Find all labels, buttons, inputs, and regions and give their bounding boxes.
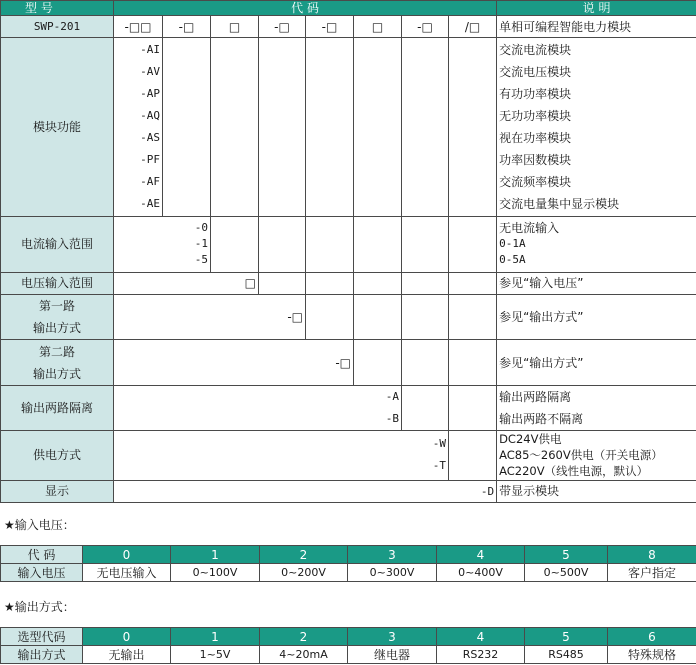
display-code: -D [114, 480, 497, 502]
model-desc: 单相可编程智能电力模块 [497, 16, 696, 38]
function-code: -PF [140, 153, 160, 167]
isolation-label: 输出两路隔离 [1, 385, 114, 430]
isolation-desc: 输出两路不隔离 [499, 411, 584, 426]
output-mode-code: 6 [608, 628, 696, 646]
output-mode-code: 3 [348, 628, 437, 646]
empty-cell [306, 217, 354, 273]
function-row [1, 38, 696, 217]
function-code: -AI [140, 43, 160, 57]
empty-cell [211, 38, 259, 217]
function-desc: 交流电量集中显示模块 [499, 197, 620, 212]
model-code-6: □ [354, 16, 402, 38]
empty-cell [449, 385, 497, 430]
output2-desc: 参见“输出方式” [497, 340, 696, 385]
input-voltage-table [0, 545, 696, 582]
function-code: -AE [140, 197, 160, 211]
empty-cell [354, 217, 402, 273]
voltage-row [1, 272, 696, 294]
empty-cell [449, 431, 497, 480]
display-label: 显示 [1, 480, 114, 502]
model-code-3: □ [211, 16, 259, 38]
output-mode-value: 1~5V [171, 646, 260, 664]
empty-cell [449, 340, 497, 385]
function-desc: 无功功率模块 [499, 109, 572, 124]
output-mode-value: 继电器 [348, 646, 437, 664]
current-code: -0 [194, 221, 208, 235]
empty-cell [163, 38, 211, 217]
output-mode-value: 4~20mA [260, 646, 348, 664]
function-desc: 交流频率模块 [499, 175, 572, 190]
empty-cell [354, 340, 402, 385]
output2-row [1, 340, 696, 385]
header-model [1, 1, 114, 16]
isolation-row [1, 385, 696, 430]
output1-row [1, 294, 696, 339]
model-code-7: -□ [402, 16, 449, 38]
input-voltage-title: ★输入电压： [4, 518, 75, 532]
empty-cell [449, 38, 497, 217]
header-code [114, 1, 497, 16]
output-mode-title: ★输出方式： [4, 600, 75, 614]
header-desc-text: 说 明 [582, 1, 611, 16]
header-model-text: 型 号 [25, 1, 53, 16]
empty-cell [449, 272, 497, 294]
voltage-label: 电压输入范围 [1, 272, 114, 294]
current-desc: 0-1A [499, 237, 526, 251]
output-mode-table [0, 627, 696, 664]
output-mode-value: 特殊规格 [608, 646, 696, 664]
header-code-text: 代 码 [291, 1, 319, 16]
output1-code: -□ [114, 294, 306, 339]
output-mode-code: 5 [525, 628, 608, 646]
input-voltage-value: 0~500V [525, 564, 608, 582]
empty-cell [449, 217, 497, 273]
current-row [1, 217, 696, 273]
power-codes [114, 431, 449, 480]
input-voltage-values [1, 564, 696, 582]
function-code: -AP [140, 87, 160, 101]
model-code-1: -□□ [114, 16, 163, 38]
empty-cell [449, 294, 497, 339]
input-voltage-code: 8 [608, 546, 696, 564]
power-desc: AC85～260V供电（开关电源） [499, 448, 663, 463]
empty-cell [259, 272, 306, 294]
function-codes [114, 38, 163, 217]
power-label: 供电方式 [1, 431, 114, 480]
empty-cell [354, 38, 402, 217]
empty-cell [259, 38, 306, 217]
current-label: 电流输入范围 [1, 217, 114, 273]
output2-code: -□ [114, 340, 354, 385]
model-code-2: -□ [163, 16, 211, 38]
display-row [1, 480, 696, 502]
empty-cell [354, 272, 402, 294]
voltage-desc: 参见“输入电压” [497, 272, 696, 294]
display-desc: 带显示模块 [497, 480, 696, 502]
empty-cell [306, 272, 354, 294]
output-mode-code: 1 [171, 628, 260, 646]
function-code: -AF [140, 175, 160, 189]
input-voltage-value: 0~300V [348, 564, 437, 582]
output-mode-row-label: 输出方式 [1, 646, 83, 664]
input-voltage-code: 2 [260, 546, 348, 564]
input-voltage-head-label: 代 码 [1, 546, 83, 564]
power-descs [497, 431, 696, 480]
model-code-5: -□ [306, 16, 354, 38]
model-label: SWP-201 [1, 16, 114, 38]
header-desc [497, 1, 696, 16]
output-mode-code: 2 [260, 628, 348, 646]
current-code: -1 [194, 237, 208, 251]
input-voltage-row-label: 输入电压 [1, 564, 83, 582]
input-voltage-value: 0~400V [437, 564, 525, 582]
input-voltage-code: 4 [437, 546, 525, 564]
function-code: -AV [140, 65, 160, 79]
input-voltage-value: 客户指定 [608, 564, 696, 582]
input-voltage-code: 0 [83, 546, 171, 564]
input-voltage-code: 1 [171, 546, 260, 564]
function-descs [497, 38, 696, 217]
input-voltage-code: 5 [525, 546, 608, 564]
output-mode-value: RS485 [525, 646, 608, 664]
current-desc: 无电流输入 [499, 221, 560, 236]
output2-label-line1: 第二路 [38, 344, 75, 359]
output-mode-values [1, 646, 696, 664]
output-mode-code: 0 [83, 628, 171, 646]
output-mode-value: RS232 [437, 646, 525, 664]
power-desc: AC220V（线性电源，默认） [499, 464, 649, 479]
current-codes [114, 217, 211, 273]
empty-cell [306, 38, 354, 217]
output1-label [1, 294, 114, 339]
output1-desc: 参见“输出方式” [497, 294, 696, 339]
function-desc: 有功功率模块 [499, 87, 572, 102]
empty-cell [354, 294, 402, 339]
current-code: -5 [194, 253, 208, 267]
empty-cell [402, 217, 449, 273]
isolation-desc: 输出两路隔离 [499, 389, 572, 404]
function-code: -AS [140, 131, 160, 145]
empty-cell [259, 217, 306, 273]
output-mode-code: 4 [437, 628, 525, 646]
power-code: -T [432, 459, 446, 473]
empty-cell [402, 294, 449, 339]
input-voltage-value: 无电压输入 [83, 564, 171, 582]
output2-label-line2: 输出方式 [32, 366, 81, 381]
output-mode-head [1, 628, 696, 646]
output-mode-value: 无输出 [83, 646, 171, 664]
function-desc: 交流电压模块 [499, 65, 572, 80]
empty-cell [402, 385, 449, 430]
empty-cell [402, 272, 449, 294]
power-code: -W [432, 437, 446, 451]
isolation-code: -A [385, 389, 399, 403]
output1-label-line2: 输出方式 [32, 321, 81, 336]
current-descs [497, 217, 696, 273]
isolation-descs [497, 385, 696, 430]
isolation-code: -B [385, 411, 399, 425]
input-voltage-value: 0~100V [171, 564, 260, 582]
function-desc: 交流电流模块 [499, 43, 572, 58]
input-voltage-code: 3 [348, 546, 437, 564]
function-code: -AQ [140, 109, 160, 123]
power-row [1, 431, 696, 480]
empty-cell [402, 38, 449, 217]
input-voltage-head [1, 546, 696, 564]
function-label: 模块功能 [1, 38, 114, 217]
empty-cell [306, 294, 354, 339]
empty-cell [402, 340, 449, 385]
output2-label [1, 340, 114, 385]
header-row [1, 1, 696, 16]
output-mode-head-label: 选型代码 [1, 628, 83, 646]
isolation-codes [114, 385, 402, 430]
input-voltage-value: 0~200V [260, 564, 348, 582]
function-desc: 视在功率模块 [499, 131, 572, 146]
voltage-code: □ [114, 272, 259, 294]
model-code-8: /□ [449, 16, 497, 38]
power-desc: DC24V供电 [499, 432, 562, 447]
model-code-4: -□ [259, 16, 306, 38]
current-desc: 0-5A [499, 253, 526, 267]
function-desc: 功率因数模块 [499, 153, 572, 168]
empty-cell [211, 217, 259, 273]
model-row [1, 16, 696, 38]
output1-label-line1: 第一路 [38, 299, 75, 314]
